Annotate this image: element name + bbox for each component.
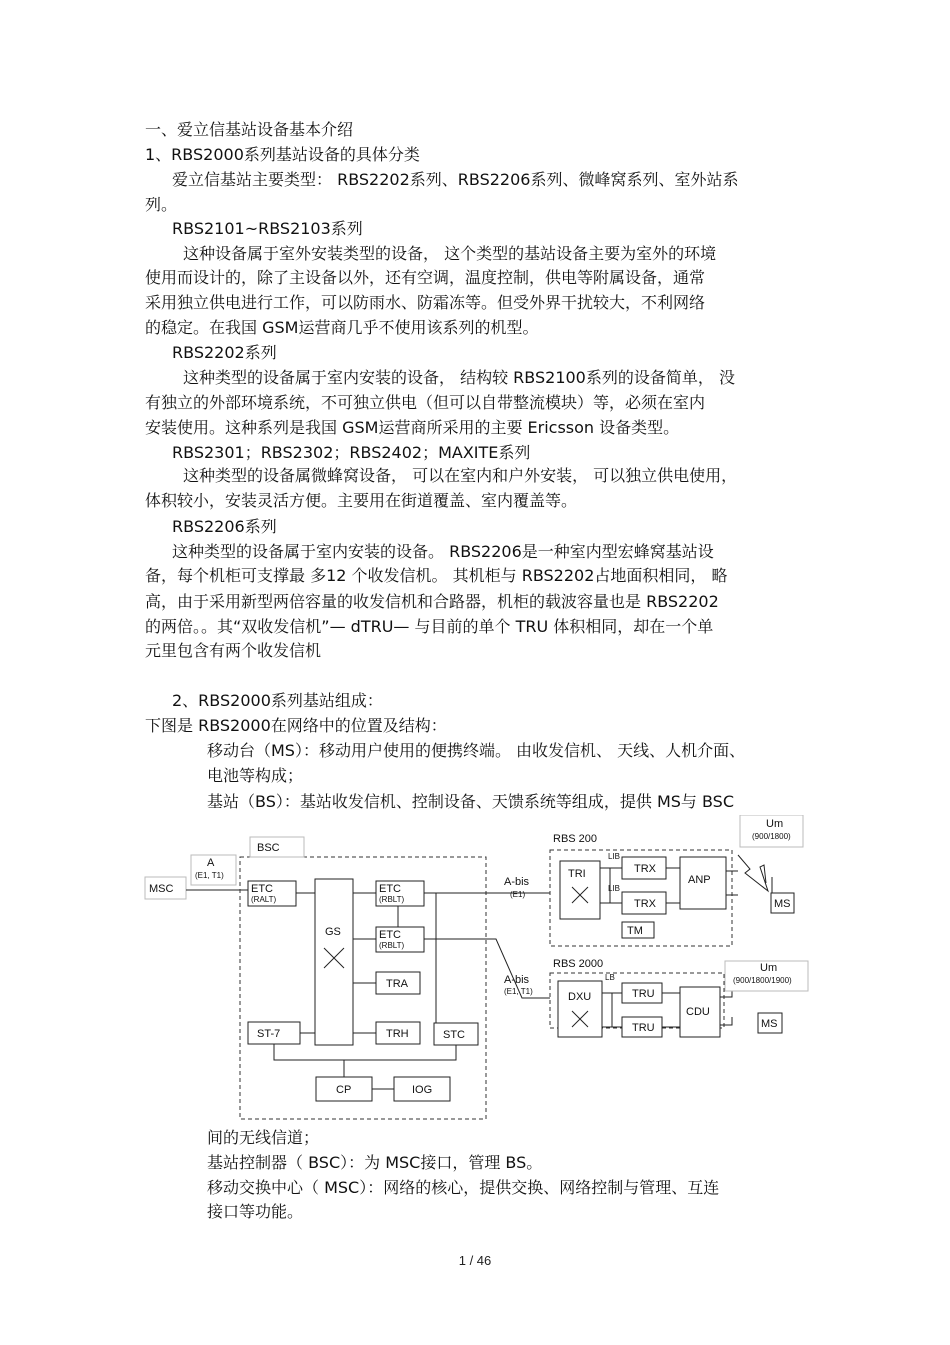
- paragraph-line: 备，每个机柜可支撑最 多12 个收发信机。 其机柜与 RBS2202占地面积相同， 略: [145, 566, 728, 585]
- lib-label-1: LIB: [608, 852, 621, 861]
- series-heading-rbs2202: RBS2202系列: [172, 343, 277, 362]
- lb-label: LB: [605, 973, 615, 982]
- etc-ralt-label: ETC: [251, 883, 273, 895]
- paragraph-line: 的稳定。在我国 GSM运营商几乎不使用该系列的机型。: [145, 318, 539, 337]
- abis-label-1: A-bis: [504, 876, 530, 888]
- paragraph-line: 体积较小，安装灵活方便。主要用在街道覆盖、室内覆盖等。: [145, 491, 578, 510]
- a-interface-sub: (E1, T1): [195, 871, 224, 880]
- abis-label-2: A-bis: [504, 974, 530, 986]
- anp-label: ANP: [688, 874, 711, 886]
- rbs200-title: RBS 200: [553, 833, 598, 845]
- paragraph-line: 的两倍。。其“双收发信机”— dTRU— 与目前的单个 TRU 体积相同，却在一个单: [145, 617, 714, 636]
- definition-ms: 移动台（MS）：移动用户使用的便携终端。 由收发信机、 天线、人机介面、: [207, 741, 746, 760]
- tm-label: TM: [627, 925, 643, 937]
- series-heading-microcell: RBS2301；RBS2302；RBS2402；MAXITE系列: [172, 443, 531, 462]
- stc-label: STC: [443, 1029, 465, 1041]
- series-heading-rbs2101: RBS2101~RBS2103系列: [172, 219, 363, 238]
- etc-rblt-label-2: ETC: [379, 929, 401, 941]
- a-interface-label: A: [207, 857, 215, 869]
- section-heading-1: 一、爱立信基站设备基本介绍: [145, 120, 354, 139]
- bsc-title: BSC: [257, 842, 280, 854]
- page-indicator: 1 / 46: [458, 1253, 492, 1268]
- definition-msc: 移动交换中心（ MSC）：网络的核心，提供交换、网络控制与管理、互连: [207, 1178, 720, 1197]
- rbs2000-network-diagram: [140, 815, 815, 1125]
- subsection-heading-2: 2、RBS2000系列基站组成：: [172, 691, 383, 710]
- msc-label: MSC: [149, 883, 174, 895]
- definition-ms-cont: 电池等构成；: [207, 766, 304, 785]
- tra-label: TRA: [386, 978, 408, 990]
- um-label-1: Um: [766, 818, 784, 830]
- dxu-box: [558, 981, 602, 1037]
- cdu-antenna-feed: [720, 989, 732, 1025]
- trx-label-1: TRX: [634, 863, 656, 875]
- paragraph-line: 采用独立供电进行工作，可以防雨水、防霜冻等。但受外界干扰较大，不利网络: [145, 293, 706, 312]
- etc-rblt-label-1: ETC: [379, 883, 401, 895]
- abis-sub-2: (E1, T1): [504, 987, 533, 996]
- rbs2000-title: RBS 2000: [553, 958, 604, 970]
- paragraph-line: 下图是 RBS2000在网络中的位置及结构：: [145, 716, 447, 735]
- paragraph-line: 这种类型的设备属微蜂窝设备， 可以在室内和户外安装， 可以独立供电使用，: [183, 466, 738, 485]
- tru-label-2: TRU: [632, 1022, 655, 1034]
- um-label-2: Um: [760, 962, 778, 974]
- um-sub-1: (900/1800): [752, 832, 791, 841]
- tru-label-1: TRU: [632, 988, 655, 1000]
- definition-bs-cont: 间的无线信道；: [207, 1128, 320, 1147]
- etc-rblt-sub-2: (RBLT): [379, 941, 405, 950]
- paragraph-line: 这种类型的设备属于室内安装的设备。 RBS2206是一种室内型宏蜂窝基站设: [172, 542, 714, 561]
- paragraph-line: 列。: [145, 195, 178, 214]
- link-bus-cp: [274, 1044, 456, 1077]
- paragraph-line: 爱立信基站主要类型： RBS2202系列、RBS2206系列、微峰窝系列、室外站系: [172, 170, 739, 189]
- trh-label: TRH: [386, 1028, 409, 1040]
- lib-label-2: LIB: [608, 884, 621, 893]
- paragraph-line: 安装使用。这种系列是我国 GSM运营商所采用的主要 Ericsson 设备类型。: [145, 418, 680, 437]
- subsection-heading-1: 1、RBS2000系列基站设备的具体分类: [145, 145, 420, 164]
- um-sub-2: (900/1800/1900): [733, 976, 792, 985]
- link-gs-devices: [353, 893, 376, 1033]
- paragraph-line: 高，由于采用新型两倍容量的收发信机和合路器，机柜的载波容量也是 RBS2202: [145, 592, 719, 611]
- cdu-label: CDU: [686, 1006, 710, 1018]
- group-switch-box: [315, 879, 353, 1045]
- st7-label: ST-7: [257, 1028, 281, 1040]
- paragraph-line: 这种设备属于室外安装类型的设备， 这个类型的基站设备主要为室外的环境: [183, 244, 717, 263]
- abis-sub-1: (E1): [510, 890, 526, 899]
- etc-rblt-sub-1: (RBLT): [379, 895, 405, 904]
- etc-ralt-sub: (RALT): [251, 895, 277, 904]
- definition-bsc: 基站控制器（ BSC）：为 MSC接口，管理 BS。: [207, 1153, 543, 1172]
- series-heading-rbs2206: RBS2206系列: [172, 517, 277, 536]
- definition-bs: 基站（BS）：基站收发信机、控制设备、天馈系统等组成，提供 MS与 BSC: [207, 792, 735, 811]
- paragraph-line: 元里包含有两个收发信机: [145, 641, 322, 660]
- cp-label: CP: [336, 1084, 352, 1096]
- radio-link-icon: [738, 855, 772, 893]
- paragraph-line: 有独立的外部环境系统，不可独立供电（但可以自带整流模块）等，必须在室内: [145, 393, 706, 412]
- ms-label-2: MS: [761, 1018, 778, 1030]
- dxu-label: DXU: [568, 991, 592, 1003]
- iog-label: IOG: [412, 1084, 433, 1096]
- ms-label-1: MS: [774, 898, 791, 910]
- group-switch-label: GS: [325, 926, 341, 938]
- trx-label-2: TRX: [634, 898, 656, 910]
- definition-msc-cont: 接口等功能。: [207, 1202, 304, 1221]
- paragraph-line: 使用而设计的，除了主设备以外，还有空调，温度控制，供电等附属设备，通常: [145, 268, 706, 287]
- tri-label: TRI: [568, 868, 586, 880]
- paragraph-line: 这种类型的设备属于室内安装的设备， 结构较 RBS2100系列的设备简单， 没: [183, 368, 735, 387]
- link-etc-stc: [424, 893, 436, 1023]
